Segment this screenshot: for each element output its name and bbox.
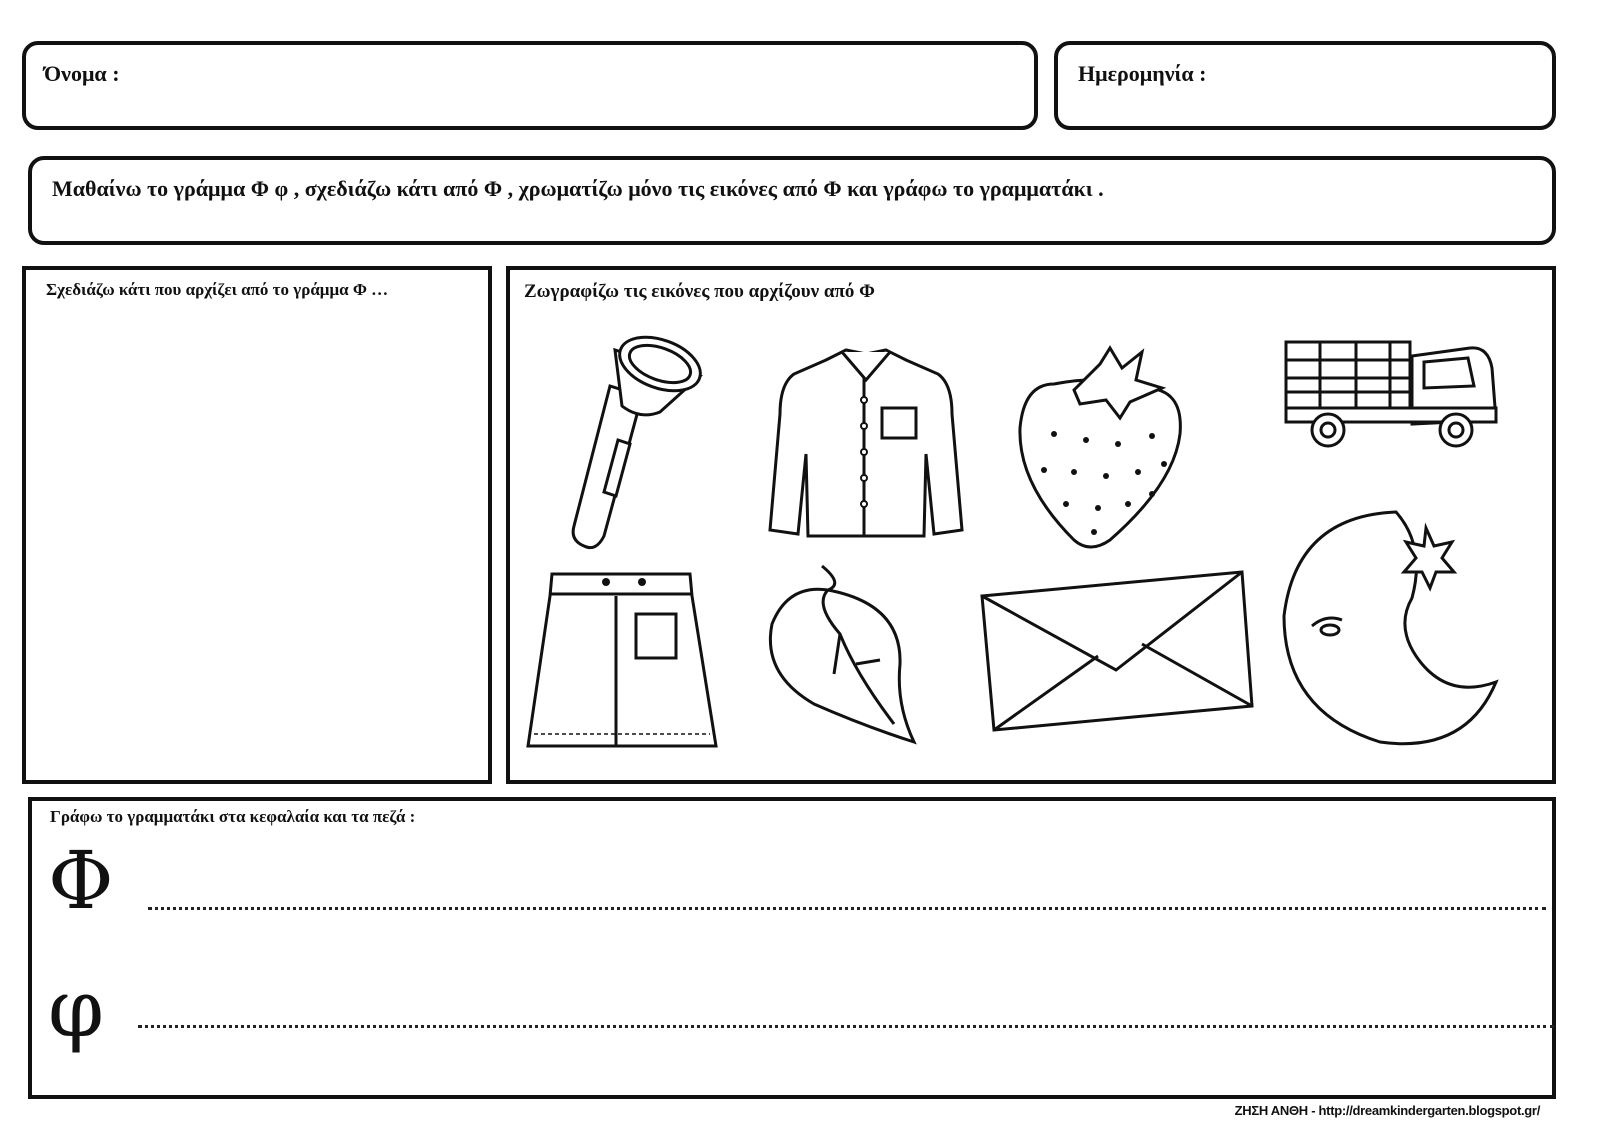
coloring-section-title: Ζωγραφίζω τις εικόνες που αρχίζουν από Φ [524,281,875,302]
skirt-icon[interactable] [524,570,720,754]
strawberry-icon[interactable] [1014,344,1194,554]
lowercase-writing-line[interactable] [138,1025,1554,1028]
name-label: Όνομα : [44,61,120,86]
uppercase-writing-line[interactable] [148,907,1546,910]
lowercase-phi: φ [48,962,105,1055]
uppercase-phi: Φ [48,834,114,927]
name-field-box[interactable] [22,41,1038,130]
leaf-icon[interactable] [764,564,924,744]
writing-practice-area [28,797,1556,1099]
writing-section-title: Γράφω το γραμματάκι στα κεφαλαία και τα πεζά : [50,807,416,826]
instruction-text: Μαθαίνω το γράμμα Φ φ , σχεδιάζω κάτι από Φ , χρωματίζω μόνο τις εικόνες από Φ και γράφω το γραμματάκι . [52,176,1104,201]
shirt-icon[interactable] [766,344,966,544]
date-label: Ημερομηνία : [1078,61,1207,86]
truck-icon[interactable] [1280,334,1510,454]
draw-area[interactable] [22,266,492,784]
footer-credit: ΖΗΣΗ ΑΝΘΗ - http://dreamkindergarten.blogspot.gr/ [1234,1103,1540,1118]
coloring-area [506,266,1556,784]
draw-section-title: Σχεδιάζω κάτι που αρχίζει από το γράμμα Φ … [46,280,389,299]
date-field-box[interactable] [1054,41,1556,130]
moon-icon[interactable] [1276,506,1512,746]
envelope-icon[interactable] [978,570,1258,740]
flashlight-icon[interactable] [560,336,710,556]
instruction-box [28,156,1556,245]
